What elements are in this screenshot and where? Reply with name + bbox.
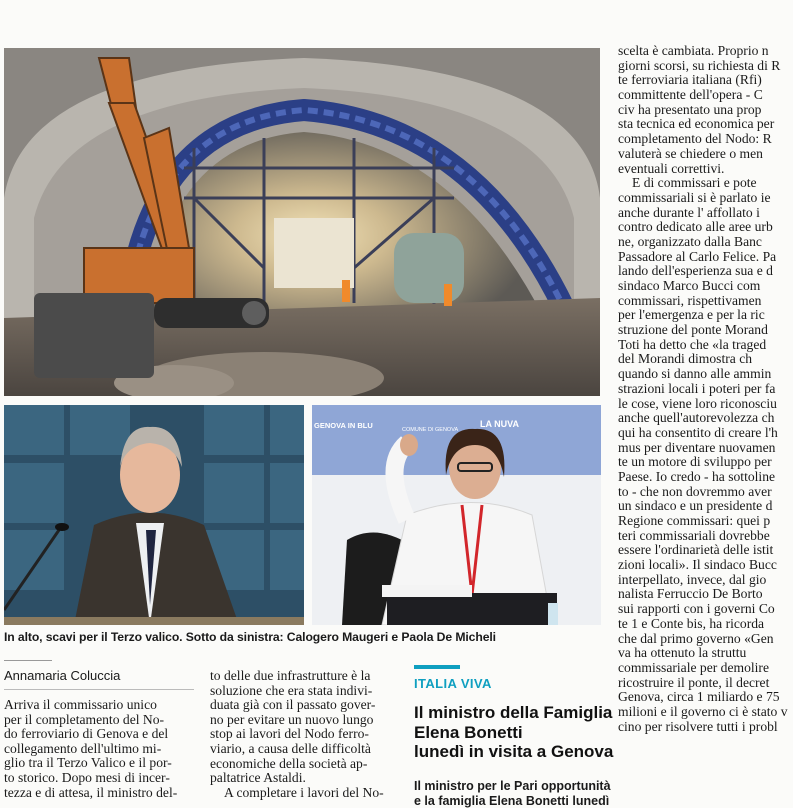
text-line: per il completamento del No- [4, 711, 165, 727]
text-line: glio tra il Terzo Valico e il por- [4, 755, 172, 771]
text-line: commissariali si è parlato ie [618, 189, 771, 205]
maugeri-portrait-photo [4, 405, 304, 625]
text-line: to delle due infrastrutture è la [210, 668, 371, 683]
text-line: strazioni locali i poteri per fa [618, 380, 776, 396]
sidebar-headline [414, 703, 613, 762]
text-line: struzione del ponte Morand [618, 322, 768, 338]
text-line: completamento del Nodo: R [618, 131, 772, 147]
text-line: anche quell'autorevolezza ch [618, 410, 775, 426]
text-line: do ferroviario di Genova e del [4, 726, 169, 742]
text-line: Regione commissari: quei p [618, 513, 771, 528]
text-line: un sindaco e un presidente d [618, 498, 773, 514]
tunnel-excavation-photo [4, 48, 600, 396]
text-line: anche durante l' affollato i [618, 204, 760, 220]
text-line: te un motore di sviluppo per [618, 454, 772, 470]
text-line: cino per risolvere tutti i probl [618, 718, 778, 734]
byline-divider [4, 689, 194, 690]
text-line: milioni e il governo ci è stato v [618, 703, 788, 719]
text-line: sindaco Marco Bucci com [618, 278, 761, 293]
sidebar-summary [414, 779, 611, 808]
headline-line: Elena Bonetti [414, 722, 523, 742]
logo-comune-genova: COMUNE DI GENOVA [402, 427, 459, 433]
tunnel-scene [4, 48, 600, 396]
text-line: essere l'ordinarietà delle istit [618, 542, 774, 558]
text-line: to - che non dovremmo aver [618, 483, 772, 499]
de-micheli-photo [312, 405, 601, 625]
text-line: Arriva il commissario unico [4, 697, 157, 712]
text-line: giorni scorsi, su richiesta di R [618, 57, 781, 73]
text-line: ricostruire il ponte, il decret [618, 674, 770, 690]
text-line: civ ha presentato una prop [618, 101, 762, 117]
text-line: interpellato, invece, dal gio [618, 571, 767, 587]
text-line: nalista Ferruccio De Borto [618, 586, 763, 602]
text-line: committente dell'opera - C [618, 87, 763, 103]
text-line: te 1 e Conte bis, ha ricorda [618, 615, 765, 631]
panel-scene [312, 405, 601, 625]
author-byline: Annamaria Coluccia [4, 668, 121, 683]
text-line: paltatrice Astaldi. [210, 770, 306, 786]
sidebar-kicker: ITALIA VIVA [414, 676, 492, 691]
text-line: qui ha consentito di creare l'h [618, 424, 778, 440]
summary-line: Il ministro per le Pari opportunità [414, 779, 611, 793]
text-line: stop ai lavori del Nodo ferro- [210, 726, 369, 742]
text-line: commissari, rispettivamen [618, 292, 762, 308]
article-column-right [618, 44, 793, 734]
text-line: Toti ha detto che «la traged [618, 336, 767, 352]
text-line: va ha ottenuto la struttu [618, 645, 747, 661]
article-column-1 [4, 698, 200, 800]
headline-line: Il ministro della Famiglia [414, 703, 613, 722]
text-line: to storico. Dopo mesi di incer- [4, 769, 170, 785]
logo-la-nuva: LA NUVA [480, 419, 519, 429]
logo-genova-in-blu: GENOVA IN BLU [314, 421, 373, 430]
text-line: soluzione che era stata indivi- [210, 682, 373, 698]
photo-caption: In alto, scavi per il Terzo valico. Sotto da sinistra: Calogero Maugeri e Paola De Micheli [4, 630, 496, 644]
text-line: zioni locali». Il sindaco Bucc [618, 557, 777, 573]
caption-divider [4, 660, 52, 661]
text-line: sui rapporti con i governi Co [618, 601, 775, 617]
article-column-2 [210, 669, 406, 800]
sidebar-accent-bar [414, 665, 460, 669]
text-line: duata già con il passato gover- [210, 697, 376, 713]
text-line: viario, a causa delle difficoltà [210, 740, 371, 756]
text-line: collegamento dell'ultimo mi- [4, 740, 162, 756]
text-line: Paese. Io credo - ha sottoline [618, 468, 776, 484]
text-line: eventuali correttivi. [618, 160, 725, 176]
text-line: Genova, circa 1 miliardo e 75 [618, 689, 780, 705]
text-line: scelta è cambiata. Proprio n [618, 43, 769, 58]
text-line: economiche della società ap- [210, 755, 368, 771]
text-line: valuterà se chiedere o men [618, 145, 763, 161]
text-line: no per evitare un nuovo lungo [210, 711, 374, 727]
text-line: sta tecnica ed economica per [618, 116, 775, 132]
text-line: E di commissari e pote [632, 175, 757, 191]
text-line: teri commissariali dovrebbe [618, 527, 770, 543]
text-line: commissariale per demolire [618, 659, 769, 675]
text-line: mus per diventare nuovamen [618, 439, 776, 455]
text-line: per l'emergenza e per la ric [618, 307, 765, 323]
text-line: ne, organizzato dalla Banc [618, 233, 762, 249]
text-line: le cose, viene loro riconosciu [618, 395, 777, 411]
text-line: A completare i lavori del No- [224, 784, 384, 800]
headline-line: lunedì in visita a Genova [414, 742, 614, 761]
text-line: quando si danno alle ammin [618, 366, 772, 382]
text-line: tezza e di attesa, il ministro del- [4, 784, 178, 800]
text-line: te ferroviaria italiana (Rfi) [618, 72, 762, 88]
summary-line: e la famiglia Elena Bonetti lunedì [414, 793, 610, 808]
text-line: Passadore al Carlo Felice. Pa [618, 248, 777, 264]
text-line: che dal primo governo «Gen [618, 630, 774, 646]
speaker-scene [4, 405, 304, 625]
text-line: del Morandi dimostra ch [618, 351, 753, 367]
text-line: lando dell'esperienza sua e d [618, 263, 773, 279]
text-line: contro dedicato alle aree urb [618, 219, 773, 235]
